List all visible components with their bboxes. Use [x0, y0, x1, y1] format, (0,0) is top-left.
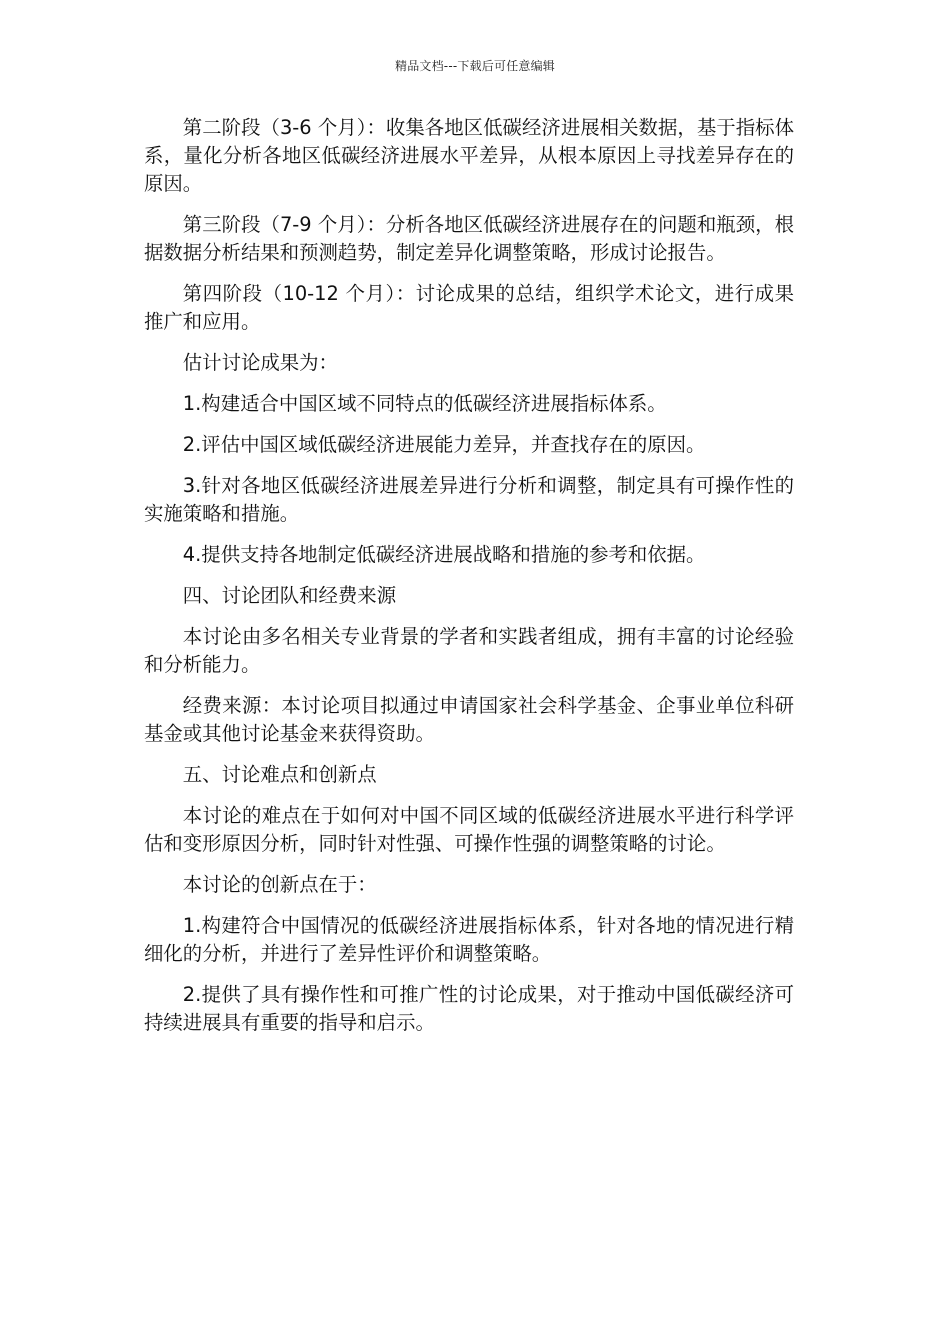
paragraph-stage-two: 第二阶段（3-6 个月）：收集各地区低碳经济进展相关数据，基于指标体系，量化分析各地区低碳经济进展水平差异，从根本原因上寻找差异存在的原因。: [144, 116, 794, 195]
paragraph-innovations-intro: 本讨论的创新点在于：: [182, 873, 377, 896]
document-body: [144, 114, 794, 1050]
list-item-result-2: 2.评估中国区域低碳经济进展能力差异，并查找存在的原因。: [182, 433, 706, 456]
list-item-result-3: 3.针对各地区低碳经济进展差异进行分析和调整，制定具有可操作性的实施策略和措施。: [144, 474, 794, 525]
paragraph-expected-results-intro: 估计讨论成果为：: [182, 351, 338, 374]
section-heading-team-funding: 四、讨论团队和经费来源: [182, 584, 397, 607]
list-item-result-4: 4.提供支持各地制定低碳经济进展战略和措施的参考和依据。: [182, 543, 706, 566]
paragraph-stage-four: 第四阶段（10-12 个月）：讨论成果的总结，组织学术论文，进行成果推广和应用。: [144, 282, 794, 333]
list-item-result-1: 1.构建适合中国区域不同特点的低碳经济进展指标体系。: [182, 392, 667, 415]
paragraph-funding: 经费来源：本讨论项目拟通过申请国家社会科学基金、企事业单位科研基金或其他讨论基金来获得资助。: [144, 694, 794, 745]
paragraph-stage-three: 第三阶段（7-9 个月）：分析各地区低碳经济进展存在的问题和瓶颈，根据数据分析结果和预测趋势，制定差异化调整策略，形成讨论报告。: [144, 213, 794, 264]
paragraph-difficulties: 本讨论的难点在于如何对中国不同区域的低碳经济进展水平进行科学评估和变形原因分析，同时针对性强、可操作性强的调整策略的讨论。: [144, 804, 794, 855]
page-header: 精品文档---下载后可任意编辑: [395, 59, 555, 73]
paragraph-team: 本讨论由多名相关专业背景的学者和实践者组成，拥有丰富的讨论经验和分析能力。: [144, 625, 794, 676]
list-item-innovation-1: 1.构建符合中国情况的低碳经济进展指标体系，针对各地的情况进行精细化的分析，并进行了差异性评价和调整策略。: [144, 914, 794, 965]
section-heading-difficulties-innovations: 五、讨论难点和创新点: [182, 763, 377, 786]
list-item-innovation-2: 2.提供了具有操作性和可推广性的讨论成果，对于推动中国低碳经济可持续进展具有重要的指导和启示。: [144, 983, 794, 1034]
